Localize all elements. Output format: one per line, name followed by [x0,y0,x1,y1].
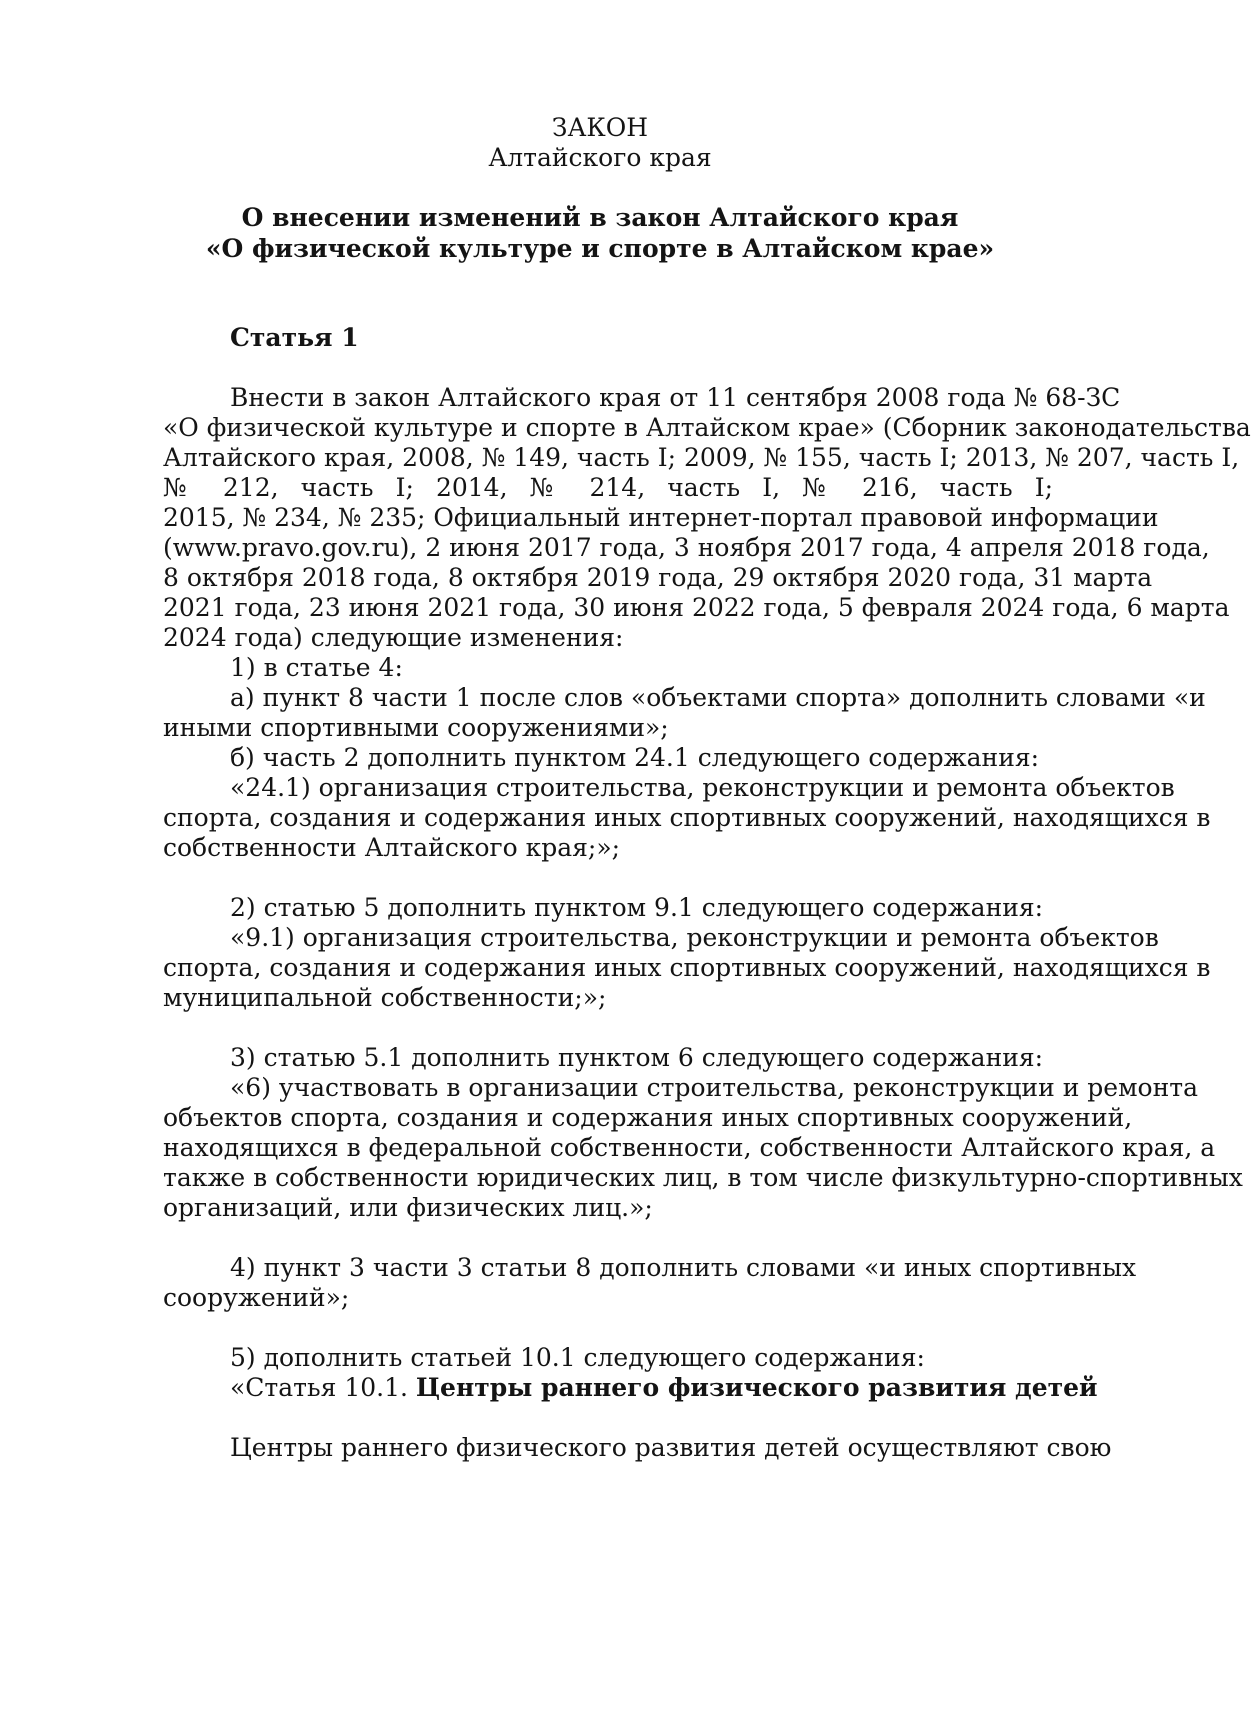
body-line: «О физической культуре и спорте в Алтайском крае» (Сборник законодательства [163,413,1251,442]
body-line: иными спортивными сооружениями»; [163,713,669,742]
body-line: «6) участвовать в организации строительства, реконструкции и ремонта [230,1073,1198,1102]
list-item: 5) дополнить статьей 10.1 следующего содержания: [230,1343,925,1372]
body-line: № 212, часть I; 2014, № 214, часть I, № 216, часть I; [163,473,1053,502]
body-line: спорта, создания и содержания иных спортивных сооружений, находящихся в [163,953,1211,982]
body-line: 2021 года, 23 июня 2021 года, 30 июня 2022 года, 5 февраля 2024 года, 6 марта [163,593,1230,622]
body-line: спорта, создания и содержания иных спортивных сооружений, находящихся в [163,803,1211,832]
body-line: находящихся в федеральной собственности, собственности Алтайского края, а [163,1133,1216,1162]
body-line: сооружений»; [163,1283,350,1312]
body-line: Алтайского края, 2008, № 149, часть I; 2009, № 155, часть I; 2013, № 207, часть I, [163,443,1240,472]
law-title-line-1: О внесении изменений в закон Алтайского края [241,203,959,232]
body-line: Внести в закон Алтайского края от 11 сентября 2008 года № 68-ЗС [230,383,1121,412]
list-item: 4) пункт 3 части 3 статьи 8 дополнить словами «и иных спортивных [230,1253,1137,1282]
body-line: «24.1) организация строительства, реконструкции и ремонта объектов [230,773,1175,802]
body-line: (www.pravo.gov.ru), 2 июня 2017 года, 3 ноября 2017 года, 4 апреля 2018 года, [163,533,1210,562]
list-item: 1) в статье 4: [230,653,403,682]
body-line: Центры раннего физического развития детей осуществляют свою [230,1433,1112,1462]
body-line: муниципальной собственности;»; [163,983,607,1012]
body-line: 2015, № 234, № 235; Официальный интернет-портал правовой информации [163,503,1159,532]
body-line: собственности Алтайского края;»; [163,833,621,862]
article-10-1-number: «Статья 10.1. [230,1373,416,1402]
body-line: также в собственности юридических лиц, в том числе физкультурно-спортивных [163,1163,1243,1192]
list-item: 2) статью 5 дополнить пунктом 9.1 следующего содержания: [230,893,1044,922]
law-heading: ЗАКОН [551,113,649,142]
body-line: организаций, или физических лиц.»; [163,1193,653,1222]
law-region: Алтайского края [488,143,712,172]
article-10-1-title: Центры раннего физического развития детей [415,1373,1098,1402]
article-10-1-heading [230,1372,1098,1404]
body-line: 8 октября 2018 года, 8 октября 2019 года, 29 октября 2020 года, 31 марта [163,563,1153,592]
body-line: объектов спорта, создания и содержания иных спортивных сооружений, [163,1103,1133,1132]
body-line: 2024 года) следующие изменения: [163,623,624,652]
body-line: «9.1) организация строительства, реконструкции и ремонта объектов [230,923,1159,952]
law-title-line-2: «О физической культуре и спорте в Алтайском крае» [205,234,995,263]
article-heading: Статья 1 [230,323,359,352]
body-line: а) пункт 8 части 1 после слов «объектами спорта» дополнить словами «и [230,683,1206,712]
body-line: б) часть 2 дополнить пунктом 24.1 следующего содержания: [230,743,1040,772]
list-item: 3) статью 5.1 дополнить пунктом 6 следующего содержания: [230,1043,1044,1072]
